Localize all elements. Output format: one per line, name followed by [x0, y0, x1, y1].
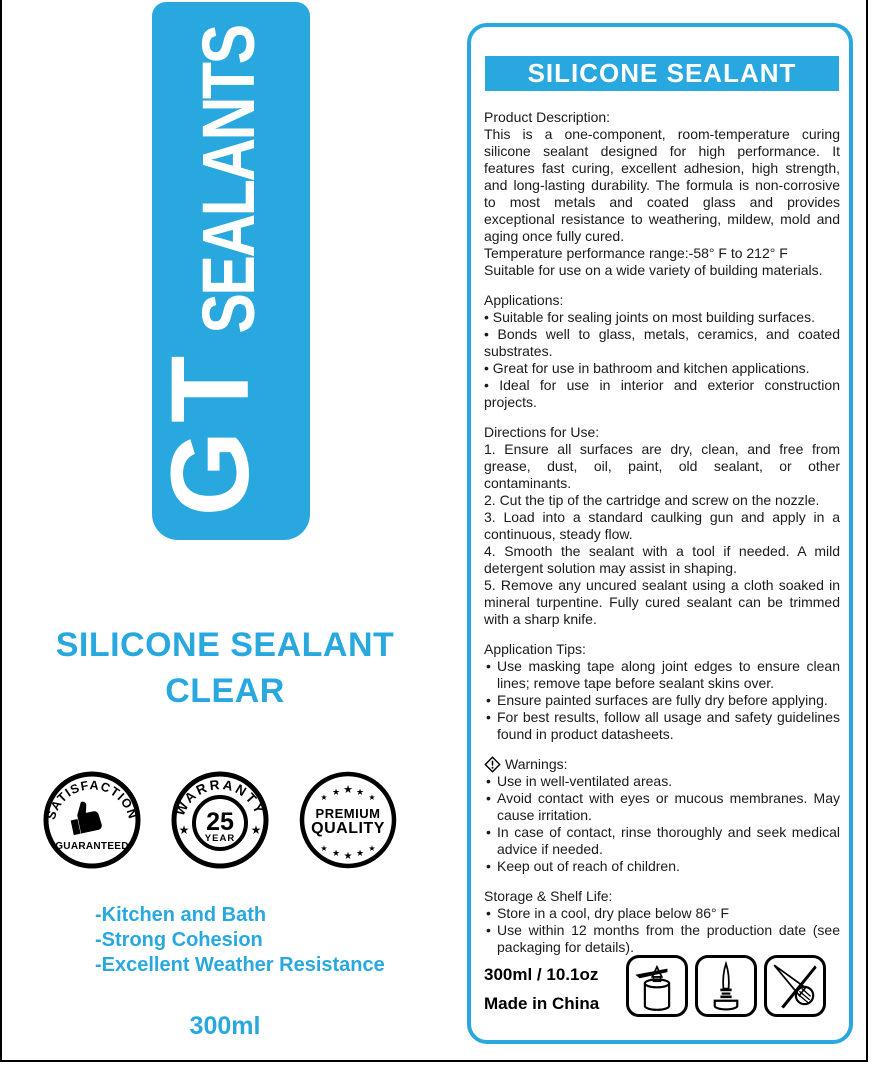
feature-item: -Kitchen and Bath	[95, 904, 267, 926]
badge-satisfaction-top-text: SATISFACTION	[43, 778, 141, 822]
badge-premium-line2: QUALITY	[311, 820, 385, 837]
star-icon: ★	[355, 848, 365, 858]
bullet-item: • Ensure painted surfaces are fully dry before applying.	[484, 692, 840, 709]
thumbs-up-icon	[67, 799, 102, 835]
star-icon: ★	[250, 823, 262, 837]
bullet-item: • Bonds well to glass, metals, ceramics, and coated substrates.	[484, 326, 840, 360]
star-icon: ★	[355, 787, 365, 797]
section-heading: Warnings:	[505, 756, 568, 772]
badge-warranty-top-text: WARRANTY	[172, 776, 268, 818]
origin-label: Made in China	[484, 994, 600, 1013]
star-icon: ★	[320, 793, 328, 802]
feature-list	[95, 903, 385, 978]
badge-warranty-year-label: YEAR	[204, 833, 236, 844]
usage-pictograms	[626, 955, 826, 1017]
feature-item: -Excellent Weather Resistance	[95, 954, 385, 976]
section-heading: Directions for Use:	[484, 424, 600, 440]
volume-label: 300ml	[189, 1012, 261, 1040]
bullet-item: • Keep out of reach of children.	[484, 858, 840, 875]
step-item: 4. Smooth the sealant with a tool if needed. A mild detergent solution may assist in shaping.	[484, 543, 840, 576]
badge-warranty-25-year	[170, 770, 270, 870]
step-item: 2. Cut the tip of the cartridge and screw on the nozzle.	[484, 492, 820, 508]
info-panel	[467, 23, 853, 1044]
section-heading: Application Tips:	[484, 641, 586, 657]
step-item: 1. Ensure all surfaces are dry, clean, and free from grease, dust, oil, paint, old sealant, or other contaminants.	[484, 441, 840, 491]
star-icon: ★	[343, 851, 353, 862]
star-icon: ★	[368, 844, 376, 853]
bullet-item: • Use within 12 months from the production date (see packaging for details).	[484, 922, 840, 956]
section-applications	[484, 292, 840, 411]
bullet-item: • Suitable for sealing joints on most building surfaces.	[484, 309, 840, 326]
brand-gt-text: GT	[149, 347, 272, 517]
badge-satisfaction-bottom-text: GUARANTEED	[55, 841, 129, 852]
star-icon: ★	[331, 848, 341, 858]
panel-footer	[484, 960, 599, 1018]
bullet-item: • Use masking tape along joint edges to ensure clean lines; remove tape before sealant skins over.	[484, 658, 840, 692]
step-item: 3. Load into a standard caulking gun and apply in a continuous, steady flow.	[484, 509, 840, 542]
product-title-line2: CLEAR	[165, 672, 285, 710]
paragraph: Suitable for use on a wide variety of building materials.	[484, 262, 823, 278]
paragraph: This is a one-component, room-temperature curing silicone sealant designed for high performance. It features fast curing, excellent adhesion, high strength, and long-lasting durability. The formula is non-corrosive to most metals and coated glass and provides exceptional resistance to weathering, mildew, mold and aging once fully cured.	[484, 126, 840, 244]
badge-premium-quality	[298, 770, 398, 870]
star-icon: ★	[343, 784, 353, 796]
star-icon: ★	[178, 823, 190, 837]
panel-header-title: SILICONE SEALANT	[485, 56, 839, 91]
product-title-line1: SILICONE SEALANT	[55, 626, 395, 664]
paragraph: Temperature performance range:-58° F to 212° F	[484, 245, 788, 261]
cut-nozzle-angle-icon	[769, 960, 821, 1012]
screw-on-nozzle-icon	[700, 960, 752, 1012]
bullet-item: • Avoid contact with eyes or mucous membranes. May cause irritation.	[484, 790, 840, 824]
product-title	[20, 622, 430, 714]
bullet-item: • For best results, follow all usage and safety guidelines found in product datasheets.	[484, 709, 840, 743]
step-item: 5. Remove any uncured sealant using a cloth soaked in mineral turpentine. Fully cured sealant can be trimmed with a sharp knife.	[484, 577, 840, 627]
badge-premium-line1: PREMIUM	[315, 806, 381, 821]
section-warnings	[484, 756, 840, 875]
section-heading: Storage & Shelf Life:	[484, 888, 613, 904]
bullet-item: • Store in a cool, dry place below 86° F	[484, 905, 840, 922]
net-volume-label: 300ml / 10.1oz	[484, 965, 599, 984]
bullet-item: • Great for use in bathroom and kitchen applications.	[484, 360, 840, 377]
feature-item: -Strong Cohesion	[95, 929, 263, 951]
star-icon: ★	[331, 787, 341, 797]
badge-row	[42, 770, 398, 870]
section-directions-for-use	[484, 424, 840, 628]
brand-logo	[149, 2, 310, 540]
bullet-item: • Use in well-ventilated areas.	[484, 773, 840, 790]
section-heading: Product Description:	[484, 109, 611, 125]
section-application-tips	[484, 641, 840, 743]
brand-sealants-text: SEALANTS	[187, 26, 270, 334]
panel-body	[484, 109, 840, 969]
section-heading: Applications:	[484, 292, 564, 308]
cut-cartridge-tip-icon	[631, 960, 683, 1012]
bullet-item: • In case of contact, rinse thoroughly and seek medical advice if needed.	[484, 824, 840, 858]
bullet-item: • Ideal for use in interior and exterior construction projects.	[484, 377, 840, 411]
section-product-description	[484, 109, 840, 279]
badge-warranty-years-number: 25	[206, 808, 234, 836]
section-storage-shelf-life	[484, 888, 840, 956]
diamond-exclamation-icon	[484, 756, 501, 773]
star-icon: ★	[320, 844, 328, 853]
star-icon: ★	[368, 793, 376, 802]
badge-satisfaction-guaranteed	[42, 770, 142, 870]
